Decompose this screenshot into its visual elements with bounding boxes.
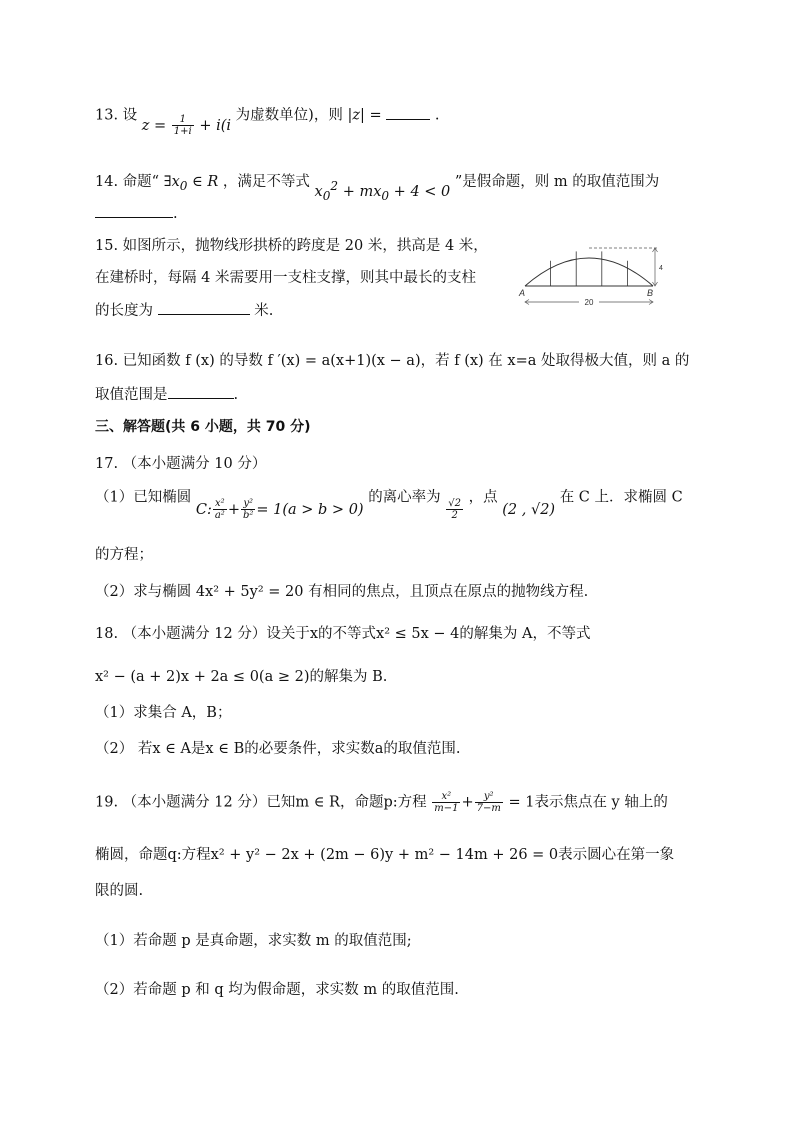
q13-abs-z: |z| = — [347, 107, 382, 124]
q17-point: (2 , √2) — [502, 501, 556, 518]
question-18-line-2: x² − (a + 2)x + 2a ≤ 0(a ≥ 2)的解集为 B. — [95, 669, 388, 685]
question-19-part-1: （1）若命题 p 是真命题，求实数 m 的取值范围; — [95, 933, 412, 949]
q17-ell-n1: x² — [213, 498, 227, 510]
q13-lhs: z = — [141, 117, 167, 134]
q14-ineq-sup: 2 — [330, 179, 339, 193]
q13-frac-num: 1 — [172, 114, 194, 126]
q13-prefix: 13. 设 — [95, 107, 138, 124]
q17-ecc-num: √2 — [448, 498, 462, 509]
q17-frac-2 — [241, 498, 255, 521]
q14-inequality — [314, 179, 455, 203]
figure-label-a: A — [519, 288, 526, 298]
question-18-part-2: （2） 若x ∈ A是x ∈ B的必要条件，求实数a的取值范围. — [95, 741, 461, 757]
q14-exists-expr — [163, 173, 223, 193]
q17-ell-c: C: — [195, 501, 212, 518]
question-14 — [95, 166, 660, 203]
q15-line3-b: 米. — [254, 303, 274, 319]
q17-p1-a: （1）已知椭圆 — [95, 489, 192, 506]
q17-p1-c: ，点 — [468, 489, 498, 506]
q19-line1-a: 19. （本小题满分 12 分）已知m ∈ R，命题p:方程 — [95, 794, 427, 811]
question-19-line-2: 椭圆，命题q:方程x² + y² − 2x + (2m − 6)y + m² − 14m + 26 = 0表示圆心在第一象 — [95, 847, 675, 863]
q13-end: . — [434, 107, 440, 124]
question-15-line-1: 15. 如图所示，抛物线形拱桥的跨度是 20 米，拱高是 4 米， — [95, 238, 488, 254]
q16-line2: 取值范围是 — [95, 387, 168, 403]
q14-mid: ，满足不等式 — [222, 173, 310, 190]
q14-ineq-tail: + 4 < 0 — [389, 183, 451, 200]
section-3-title: 三、解答题(共 6 小题，共 70 分) — [95, 419, 311, 435]
question-17-part-1-cont: 的方程； — [95, 547, 153, 563]
question-16-line-1: 16. 已知函数 f (x) 的导数 f ′(x) = a(x+1)(x − a)，若 f (x) 在 x=a 处取得极大值，则 a 的 — [95, 353, 690, 369]
q16-end: . — [233, 387, 239, 403]
q19-f2-den: 7−m — [476, 803, 501, 814]
q14-in-r: ∈ R — [187, 173, 219, 190]
q14-ineq-sub: 0 — [322, 188, 331, 203]
q17-p1-d: 在 C 上．求椭圆 C — [559, 489, 683, 506]
q19-f1-den: m−1 — [434, 803, 459, 814]
figure-span-label: 20 — [584, 298, 594, 307]
q13-formula — [141, 114, 236, 137]
q15-line3-a: 的长度为 — [95, 303, 153, 319]
q13-fraction — [172, 114, 194, 137]
q19-frac-2 — [475, 791, 503, 814]
question-18-line-1: 18. （本小题满分 12 分）设关于x的不等式x² ≤ 5x − 4的解集为 A，不等式 — [95, 626, 591, 642]
q13-answer-blank[interactable] — [386, 105, 430, 120]
q14-sub0: 0 — [179, 178, 188, 193]
q14-ineq-x: x — [314, 183, 323, 200]
question-19-line-1: 19. （本小题满分 12 分）已知m ∈ R，命题p:方程 $\frac{\text{x²}}{m-1}$ + $\frac{\text{y²}}{7-m}$ = 1表示焦点在 y 轴上的 — [95, 791, 668, 814]
q14-ineq-sub2: 0 — [381, 188, 390, 203]
question-17-part-1 — [95, 486, 683, 521]
q17-p1-b: 的离心率为 — [368, 489, 441, 506]
q13-note: 为虚数单位)，则 — [235, 107, 343, 124]
q14-prefix: 14. 命题“ — [95, 173, 160, 190]
q14-end: . — [173, 206, 178, 222]
question-17-part-2: （2）求与椭圆 4x² + 5y² = 20 有相同的焦点，且顶点在原点的抛物线方程. — [95, 584, 589, 600]
q17-ell-d2: b² — [242, 510, 254, 521]
q14-ineq-rest: + mx — [338, 183, 382, 200]
q14-answer-blank[interactable] — [95, 203, 173, 218]
arch-curve — [525, 258, 653, 286]
question-16-line-2 — [95, 384, 238, 405]
question-18-part-1: （1）求集合 A，B； — [95, 705, 232, 721]
q17-ell-d1: a² — [214, 510, 225, 521]
q13-frac-den: 1+i — [173, 126, 192, 137]
q17-ell-rest: = 1(a > b > 0) — [256, 501, 364, 518]
question-19-line-3: 限的圆. — [95, 883, 144, 899]
q15-answer-blank[interactable] — [158, 300, 250, 315]
q19-f2-num: y² — [475, 791, 503, 803]
figure-height-label: 4 — [659, 265, 663, 272]
q16-answer-blank[interactable] — [168, 384, 234, 399]
q17-ell-n2: y² — [241, 498, 255, 510]
q19-f1-num: x² — [432, 791, 460, 803]
q19-line1-b: = 1表示焦点在 y 轴上的 — [508, 794, 668, 811]
figure-label-b: B — [647, 288, 654, 298]
q17-frac-1 — [213, 498, 227, 521]
question-13 — [95, 104, 440, 137]
question-15-line-2: 在建桥时，每隔 4 米需要用一支柱支撑，则其中最长的支柱 — [95, 270, 476, 286]
question-14-answer-line — [95, 203, 178, 224]
question-17-header: 17. （本小题满分 10 分） — [95, 456, 267, 472]
q17-eccentricity — [446, 498, 463, 521]
q13-plus-i: + i(i — [199, 117, 232, 134]
question-19-part-2: （2）若命题 p 和 q 均为假命题，求实数 m 的取值范围. — [95, 982, 459, 998]
q17-ellipse-eq: C: $\frac{\text{x²}}{\text{a²}}$ + $\frac{\text{y²}}{\text{b²}}$ = 1(a > b > 0) — [195, 498, 364, 521]
q14-suffix: ”是假命题，则 m 的取值范围为 — [454, 173, 660, 190]
q14-exists: ∃x — [163, 173, 180, 190]
q17-ecc-den: 2 — [451, 510, 458, 521]
question-15-line-3 — [95, 300, 273, 321]
q19-frac-1 — [432, 791, 460, 814]
arch-bridge-figure — [515, 242, 665, 314]
